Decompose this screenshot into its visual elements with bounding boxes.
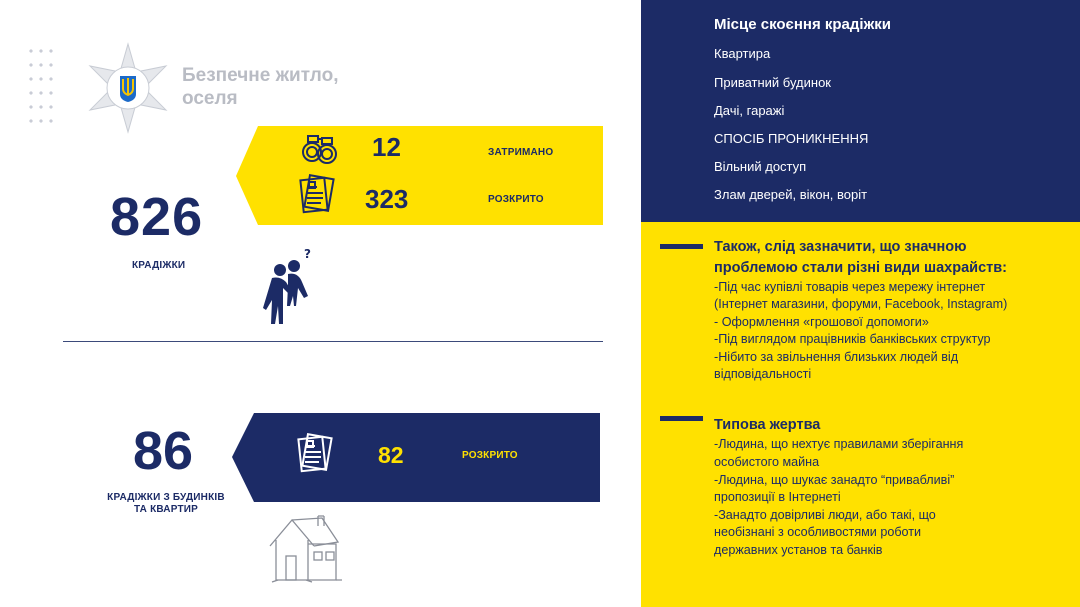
divider [63,341,603,342]
entry-method-item: Злам дверей, вікон, воріт [714,187,868,202]
fraud-line: - Оформлення «грошової допомоги» [714,315,929,329]
fraud-line: -Під час купівлі товарів через мережу інтернет [714,280,986,294]
fraud-line: -Нібито за звільнення близьких людей від [714,350,959,364]
brand-line-2: оселя [182,88,238,109]
solved-value: 323 [365,184,409,214]
thieves-icon [258,248,318,328]
house-thefts-label-line-2: ТА КВАРТИР [133,504,199,515]
total-thefts-label: КРАДІЖКИ [132,260,186,271]
section-dash [660,244,703,249]
section-dash [660,416,703,421]
brand-title [182,64,339,110]
house-thefts-value: 86 [133,421,194,481]
fraud-heading [714,237,1007,279]
entry-method-item: Вільний доступ [714,159,807,174]
victim-line: -Людина, що нехтує правилами зберігання [714,437,964,451]
entry-method-heading: СПОСІБ ПРОНИКНЕННЯ [714,131,869,146]
handcuffs-icon [300,128,340,168]
victim-line: -Занадто довірливі люди, або такі, що [714,508,936,522]
houses-solved-value: 82 [378,442,404,468]
victim-line: державних установ та банків [714,543,883,557]
document-icon [298,173,336,215]
total-thefts-value: 826 [110,187,204,247]
victim-line: -Людина, що шукає занадто “привабливі” [714,473,955,487]
detained-label: ЗАТРИМАНО [488,147,554,158]
victim-line: пропозиції в Інтернеті [714,490,841,504]
detained-value: 12 [372,132,401,162]
document-icon [296,432,334,474]
location-item: Квартира [714,46,771,61]
victim-heading: Типова жертва [714,417,821,433]
fraud-line: відповідальності [714,367,812,381]
house-thefts-label [106,492,226,516]
theft-location-panel [641,0,1080,222]
houses-solved-label: РОЗКРИТО [462,450,518,461]
stats-ribbon-navy [232,413,600,502]
fraud-heading-line-1: Також, слід зазначити, що значною [714,239,967,255]
brand-line-1: Безпечне житло, [182,65,339,86]
dot-grid [26,44,56,130]
police-star-icon [80,42,176,134]
info-panel [641,222,1080,607]
victim-line: необізнані з особливостями роботи [714,525,922,539]
stats-ribbon-yellow [236,126,603,225]
fraud-line: -Під виглядом працівників банківських структур [714,332,991,346]
solved-label: РОЗКРИТО [488,194,544,205]
trident-icon [120,76,136,102]
location-item: Дачі, гаражі [714,103,785,118]
svg-text:?: ? [304,248,311,261]
fraud-line: (Інтернет магазини, форуми, Facebook, Instagram) [714,297,1008,311]
house-thefts-label-line-1: КРАДІЖКИ З БУДИНКІВ [107,492,225,503]
theft-location-title: Місце скоєння крадіжки [714,16,891,33]
fraud-heading-line-2: проблемою стали різні види шахрайств: [714,260,1007,276]
location-item: Приватний будинок [714,75,831,90]
house-icon [266,512,342,584]
victim-line: особистого майна [714,455,820,469]
